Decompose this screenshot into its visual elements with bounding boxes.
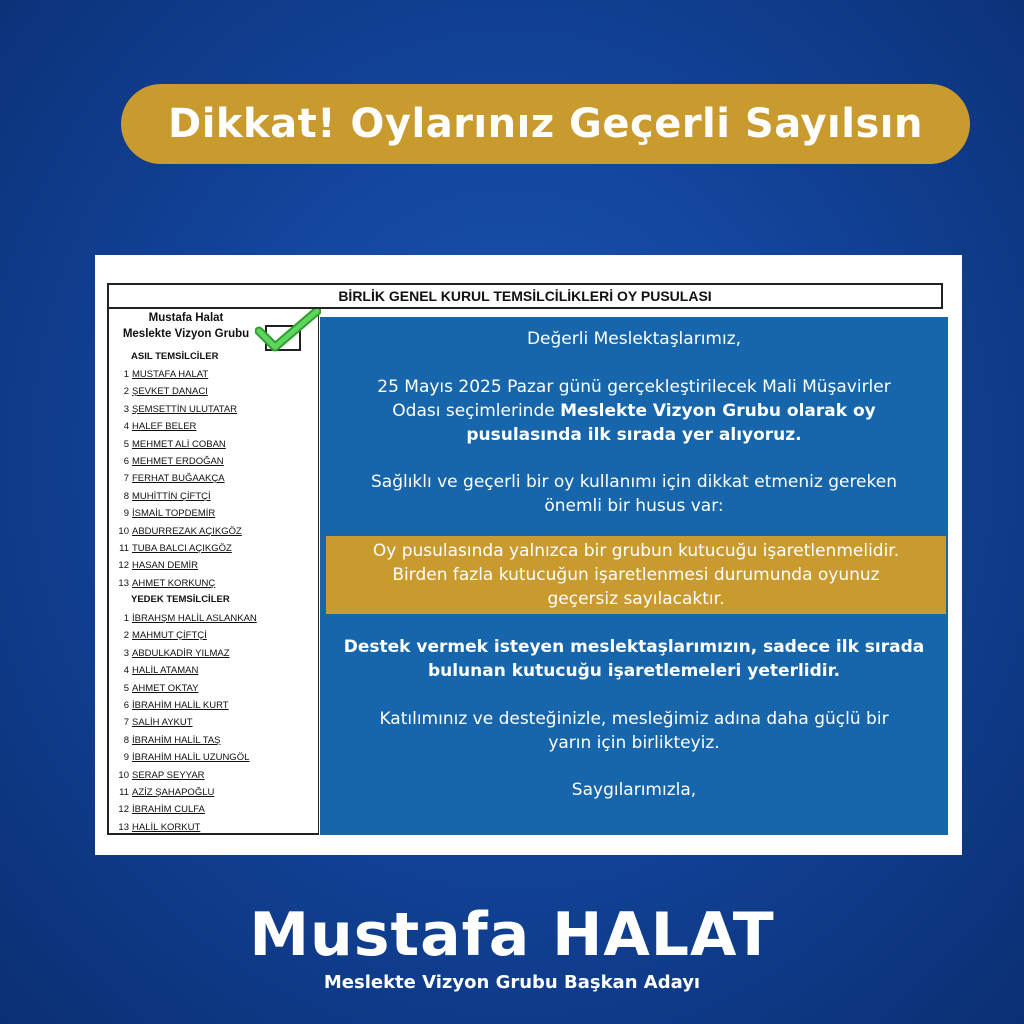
ballot-title: BİRLİK GENEL KURUL TEMSİLCİLİKLERİ OY PUSULASI [107,283,943,309]
primary-representative-row [115,455,224,469]
paragraph-1-line-2-bold: Meslekte Vizyon Grubu olarak oy [560,401,876,421]
row-number: 4 [123,421,129,433]
representative-name: MAHMUT ÇİFTÇİ [132,630,207,642]
representative-name: İBRAHİM HALİL TAŞ [132,734,221,746]
row-number: 5 [123,682,129,694]
row-number: 10 [118,769,129,781]
substitute-representative-row [115,769,205,783]
substitute-representative-row [115,699,229,713]
representative-name: İSMAİL TOPDEMİR [132,508,216,520]
representative-name: HALİL KORKUT [132,821,201,833]
representative-name: MEHMET ALİ COBAN [132,438,226,450]
row-number: 10 [118,525,129,537]
warning-line-3: geçersiz sayılacaktır. [547,589,725,609]
candidate-footer-name: Mustafa HALAT [249,900,775,970]
row-number: 11 [119,787,129,798]
primary-representative-row [115,507,215,521]
representative-name: İBRAHİM CULFA [132,804,205,816]
paragraph-1-line-3: pusulasında ilk sırada yer alıyoruz. [466,425,802,445]
row-number: 9 [123,752,129,764]
row-number: 4 [123,665,129,677]
representative-name: FERHAT BUĞAAKÇA [132,473,225,485]
row-number: 3 [123,403,129,415]
primary-representative-row [115,490,211,504]
paragraph-1-line-2 [320,399,948,423]
row-number: 7 [123,717,129,729]
primary-representative-row [115,542,232,556]
candidate-footer-subtitle: Meslekte Vizyon Grubu Başkan Adayı [323,972,701,993]
row-number: 8 [123,734,129,746]
substitute-representative-row [115,612,257,626]
representative-name: ŞEMSETTİN ULUTATAR [132,403,238,415]
row-number: 2 [123,630,129,642]
representative-name: SERAP SEYYAR [132,769,205,781]
paragraph-1-line-1: 25 Mayıs 2025 Pazar günü gerçekleştirilecek Mali Müşavirler [377,377,891,397]
paragraph-4-line-2: yarın için birlikteyiz. [548,733,720,753]
paragraph-2-line-1: Sağlıklı ve geçerli bir oy kullanımı için dikkat etmeniz gereken [370,472,897,492]
representative-name: HALEF BELER [132,421,197,433]
paragraph-3-line-2: bulunan kutucuğu işaretlemeleri yeterlidir. [427,661,841,681]
row-number: 12 [118,804,129,816]
primary-representative-row [115,368,208,382]
row-number: 13 [118,821,129,833]
warning-line-2: Birden fazla kutucuğun işaretlenmesi durumunda oyunuz [392,565,880,585]
primary-representative-row [115,525,242,539]
paragraph-4-line-1: Katılımınız ve desteğinizle, mesleğimiz adına daha güçlü bir [379,709,889,729]
representative-name: MUSTAFA HALAT [132,369,209,380]
substitute-representative-row [115,629,207,643]
row-number: 12 [118,560,129,572]
representative-name: AZİZ ŞAHAPOĞLU [132,787,215,798]
representative-name: MUHİTTİN ÇİFTÇİ [132,490,211,502]
representative-name: AHMET OKTAY [132,682,199,694]
candidate-name: Mustafa Halat [148,312,224,324]
representative-name: HALİL ATAMAN [132,665,199,677]
primary-representative-row [115,472,225,486]
row-number: 8 [123,490,129,502]
substitute-representative-row [115,664,198,678]
substitute-representative-row [115,647,230,661]
representative-name: SALİH AYKUT [132,717,193,729]
headline-text: Dikkat! Oylarınız Geçerli Sayılsın [168,101,923,147]
substitute-representative-row [115,803,205,817]
row-number: 6 [123,700,129,711]
substitute-representatives-header: YEDEK TEMSİLCİLER [131,594,230,605]
substitute-representative-row [115,716,193,730]
primary-representative-row [115,577,215,591]
primary-representative-row [115,385,208,399]
paragraph-2-line-2: önemli bir husus var: [544,496,724,516]
row-number: 11 [119,543,129,554]
substitute-representative-row [115,682,199,696]
representative-name: İBRAHŞM HALİL ASLANKAN [132,613,257,624]
greeting: Değerli Meslektaşlarımız, [526,329,742,349]
representative-name: İBRAHİM HALİL KURT [132,700,229,711]
closing: Saygılarımızla, [571,780,697,800]
primary-representative-row [115,559,198,573]
row-number: 9 [123,508,129,520]
representative-name: İBRAHİM HALİL UZUNGÖL [132,752,250,764]
representative-name: AHMET KORKUNÇ [132,577,216,589]
row-number: 1 [123,369,129,380]
representative-name: ABDURREZAK AÇIKGÖZ [132,525,242,537]
warning-line-1: Oy pusulasında yalnızca bir grubun kutucuğu işaretlenmelidir. [372,541,900,561]
message-panel [320,317,948,835]
representative-name: HASAN DEMİR [132,560,198,572]
paragraph-1-line-2-plain: Odası seçimlerinde [392,401,561,421]
ballot-candidate-column [107,309,319,835]
candidate-group: Meslekte Vizyon Grubu [122,328,250,340]
row-number: 1 [123,613,129,624]
row-number: 2 [123,386,129,398]
substitute-representative-row [115,751,249,765]
primary-representative-row [115,420,196,434]
primary-representative-row [115,403,237,417]
warning-box [326,536,946,614]
substitute-representative-row [115,821,200,835]
paragraph-3-line-1: Destek vermek isteyen meslektaşlarımızın, sadece ilk sırada [343,637,925,657]
checkmark-icon [255,309,321,353]
row-number: 6 [123,456,129,467]
row-number: 13 [118,577,129,589]
substitute-representative-row [115,734,221,748]
primary-representatives-header: ASIL TEMSİLCİLER [131,351,219,362]
substitute-representative-row [115,786,214,800]
representative-name: ŞEVKET DANACI [132,386,208,398]
row-number: 5 [123,438,129,450]
representative-name: ABDULKADİR YILMAZ [132,647,230,659]
primary-representative-row [115,438,226,452]
representative-name: MEHMET ERDOĞAN [132,456,224,467]
row-number: 3 [123,647,129,659]
row-number: 7 [123,473,129,485]
headline-banner [121,84,970,164]
ballot-card [95,255,962,855]
representative-name: TUBA BALCI AÇIKGÖZ [132,543,232,554]
